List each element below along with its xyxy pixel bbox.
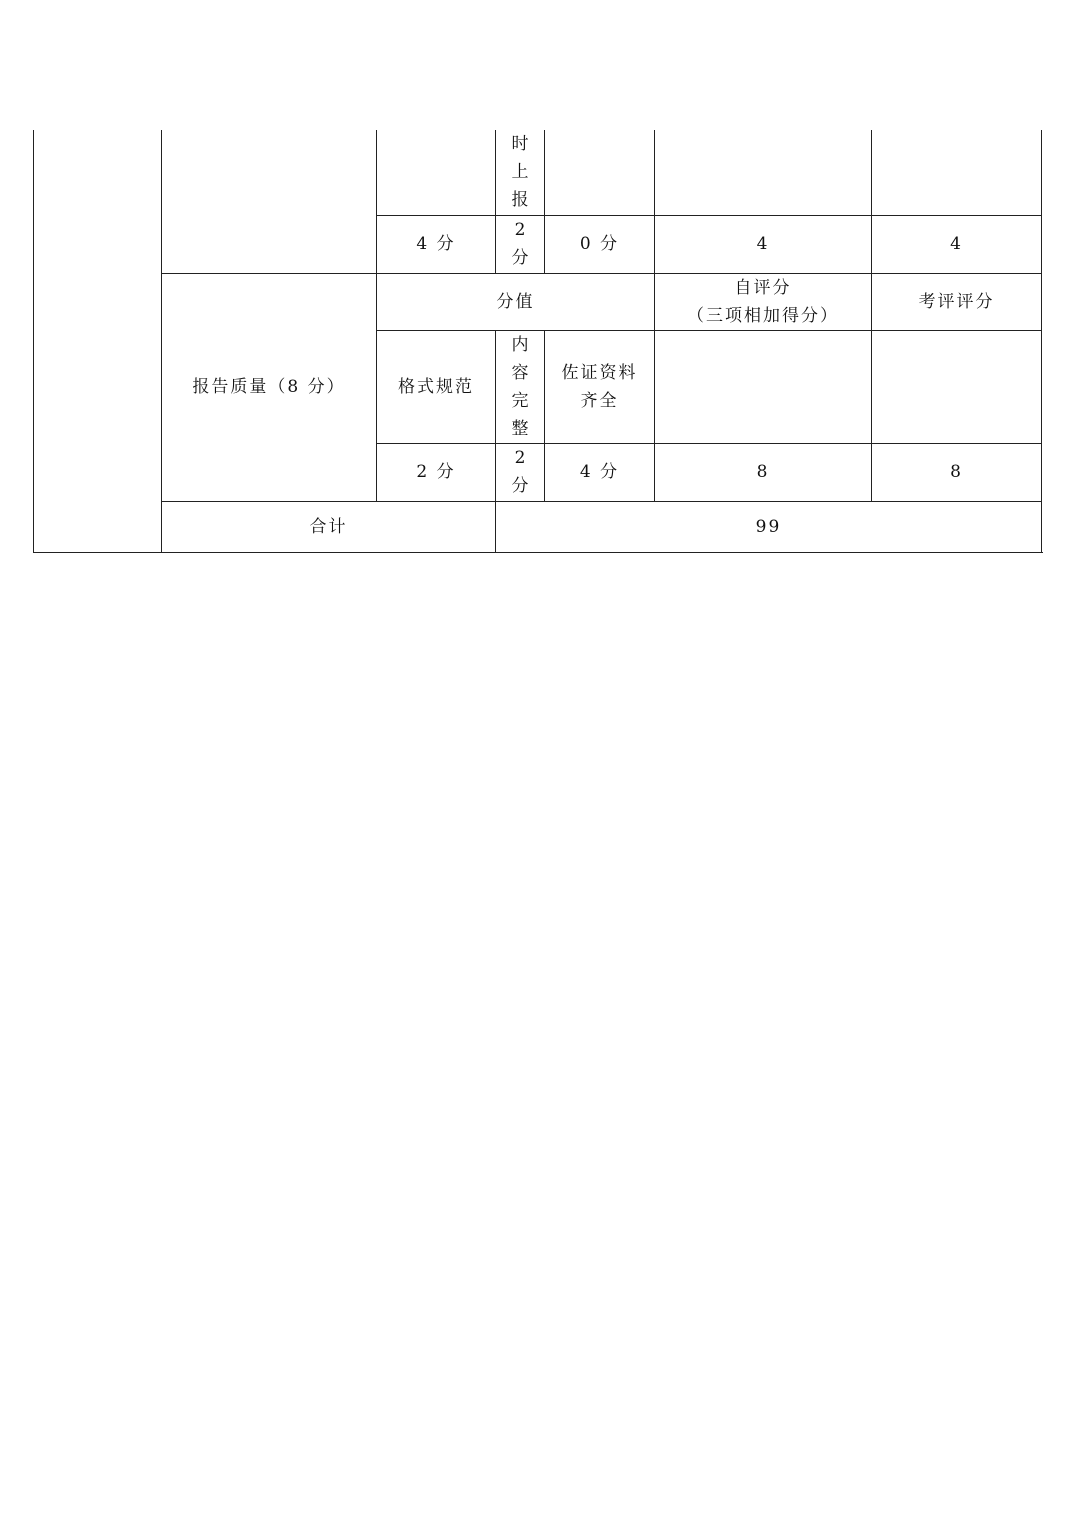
total-value: 99 (496, 501, 1042, 552)
timeliness-score-2-cell (496, 215, 545, 273)
criterion-content: 内容完整 (511, 334, 529, 439)
timeliness-criteria-row (34, 130, 1042, 215)
subcategory-cell-continued (162, 130, 377, 273)
criterion-content-score: 2 分 (511, 448, 529, 496)
report-quality-review-empty (872, 330, 1042, 443)
review-score-header: 考评评分 (872, 273, 1042, 330)
criterion-format-score: 2 分 (377, 443, 496, 501)
report-quality-label: 报告质量（8 分） (162, 273, 377, 501)
timeliness-score-2: 2 分 (511, 220, 529, 268)
timeliness-criterion-2-text: 时上报 (511, 134, 529, 211)
category-cell-continued (34, 130, 162, 552)
criterion-format: 格式规范 (377, 330, 496, 443)
report-quality-self-empty (655, 330, 872, 443)
criterion-evidence: 佐证资料齐全 (561, 362, 638, 411)
timeliness-score-3: 0 分 (545, 215, 655, 273)
self-score-header (655, 273, 872, 330)
report-quality-review-score: 8 (872, 443, 1042, 501)
report-quality-header-row (34, 273, 1042, 330)
total-row (34, 501, 1042, 552)
score-table (33, 130, 1042, 553)
timeliness-review-score: 4 (872, 215, 1042, 273)
timeliness-criterion-2-cell (496, 130, 545, 215)
timeliness-score-1: 4 分 (377, 215, 496, 273)
self-score-header-line2: （三项相加得分） (687, 305, 839, 326)
criterion-content-cell (496, 330, 545, 443)
timeliness-review-header-cell (872, 130, 1042, 215)
self-score-header-line1: 自评分 (734, 277, 792, 298)
criterion-evidence-score: 4 分 (545, 443, 655, 501)
report-quality-self-score: 8 (655, 443, 872, 501)
timeliness-self-header-cell (655, 130, 872, 215)
score-value-header: 分值 (377, 273, 655, 330)
total-label: 合计 (162, 501, 496, 552)
criterion-evidence-cell (545, 330, 655, 443)
criterion-content-score-cell (496, 443, 545, 501)
timeliness-criterion-1-cell (377, 130, 496, 215)
timeliness-criterion-3-cell (545, 130, 655, 215)
timeliness-self-score: 4 (655, 215, 872, 273)
